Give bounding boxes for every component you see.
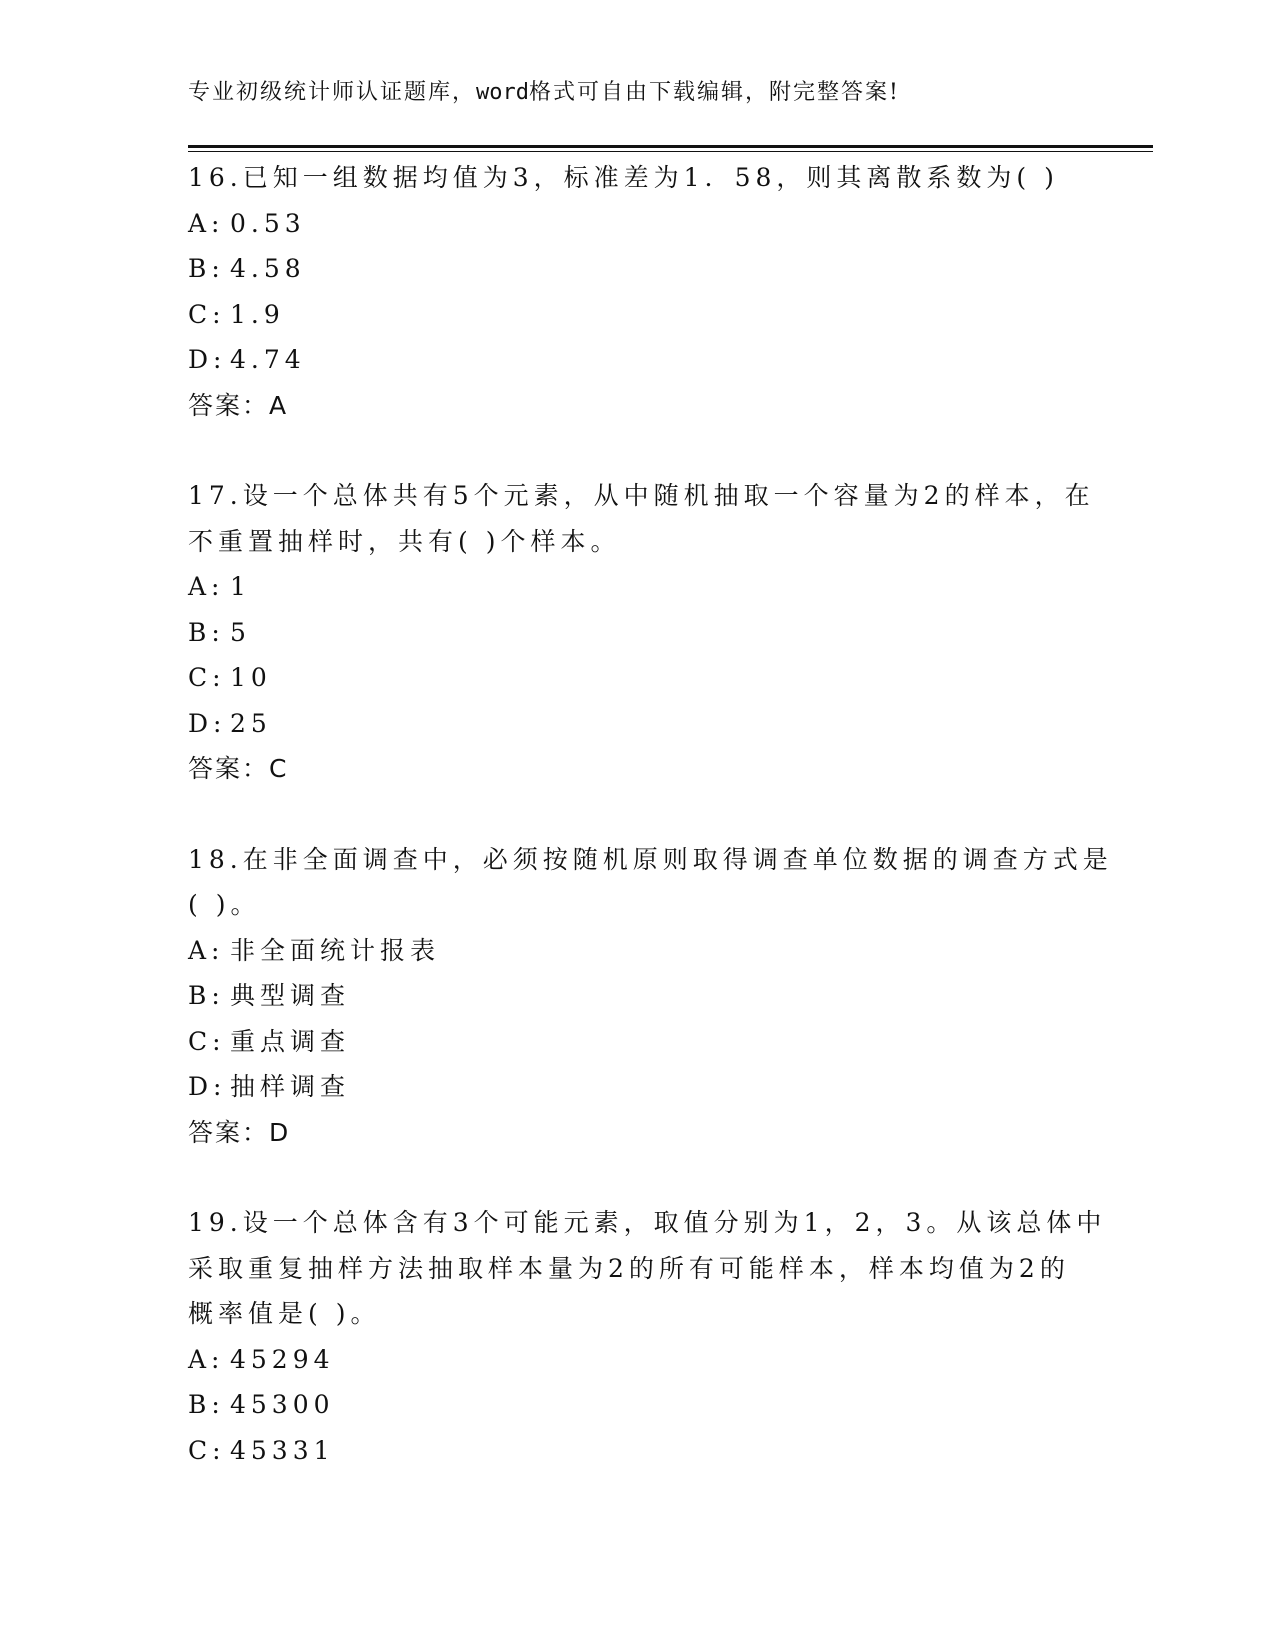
option-label: B: [188, 254, 225, 283]
question-stem: ( )。 [188, 890, 261, 919]
option-text: 4.58 [230, 254, 306, 283]
header-rule-thick [188, 145, 1153, 148]
question-17 [188, 473, 1095, 792]
option-a [188, 564, 1078, 610]
option-text: 10 [230, 663, 272, 692]
option-text: 重点调查 [230, 1026, 351, 1056]
option-label: D: [188, 1072, 227, 1101]
header-text-suffix: 格式可自由下载编辑，附完整答案! [529, 80, 900, 105]
answer-line [188, 383, 1078, 429]
option-label: A: [188, 1344, 225, 1374]
option-label: B: [188, 1390, 225, 1419]
option-label: C: [188, 663, 226, 692]
option-a [188, 201, 1078, 247]
question-stem: 16.已知一组数据均值为3，标准差为1．58，则其离散系数为( ) [188, 163, 1059, 192]
option-label: D: [188, 345, 227, 374]
option-text: 0.53 [230, 208, 306, 238]
option-d [188, 337, 1078, 383]
question-19 [188, 1200, 1107, 1473]
question-stem: 采取重复抽样方法抽取样本量为2的所有可能样本，样本均值为2的 [188, 1253, 1070, 1283]
option-text: 45294 [230, 1344, 335, 1374]
header-rule-thin [188, 151, 1153, 152]
option-c [188, 655, 1078, 701]
option-label: A: [188, 208, 225, 238]
option-text: 典型调查 [230, 981, 351, 1010]
option-a [188, 928, 1078, 974]
answer-label: 答案： [188, 754, 270, 783]
answer-value: A [269, 390, 289, 420]
option-d [188, 1064, 1078, 1110]
option-text: 45331 [230, 1435, 335, 1465]
answer-label: 答案： [188, 1117, 270, 1147]
question-stem: 不重置抽样时，共有( )个样本。 [188, 526, 621, 556]
option-b [188, 246, 1078, 292]
option-d [188, 701, 1078, 747]
header-text-prefix: 专业初级统计师认证题库， [188, 80, 477, 105]
option-b [188, 610, 1078, 656]
option-text: 45300 [230, 1390, 335, 1419]
option-label: B: [188, 617, 225, 647]
question-16 [188, 155, 1078, 428]
option-text: 非全面统计报表 [230, 935, 441, 965]
option-label: D: [188, 708, 227, 738]
option-label: A: [188, 935, 225, 965]
option-c [188, 1019, 1078, 1065]
option-text: 4.74 [230, 345, 306, 374]
option-text: 抽样调查 [230, 1072, 351, 1101]
answer-line [188, 746, 1078, 792]
option-text: 1 [230, 572, 251, 601]
option-a [188, 1337, 1078, 1383]
answer-label: 答案： [188, 390, 270, 420]
page-header [188, 75, 900, 106]
answer-value: D [269, 1117, 291, 1147]
option-label: A: [188, 572, 225, 601]
answer-line [188, 1110, 1078, 1156]
answer-value: C [269, 754, 289, 783]
option-label: C: [188, 1026, 226, 1056]
option-label: C: [188, 299, 226, 329]
question-stem: 19.设一个总体含有3个可能元素，取值分别为1，2，3。从该总体中 [188, 1208, 1107, 1237]
question-stem: 17.设一个总体共有5个元素，从中随机抽取一个容量为2的样本，在 [188, 481, 1095, 510]
option-c [188, 292, 1078, 338]
option-label: C: [188, 1435, 226, 1465]
option-b [188, 1382, 1078, 1428]
question-stem: 概率值是( )。 [188, 1299, 381, 1328]
option-c [188, 1428, 1078, 1474]
option-text: 25 [230, 708, 272, 738]
option-b [188, 973, 1078, 1019]
header-text-word: word [476, 80, 529, 105]
option-text: 5 [230, 617, 251, 647]
question-stem: 18.在非全面调查中，必须按随机原则取得调查单位数据的调查方式是 [188, 844, 1113, 874]
question-list [188, 155, 1113, 1518]
option-text: 1.9 [230, 299, 285, 329]
question-18 [188, 837, 1113, 1156]
option-label: B: [188, 981, 225, 1010]
